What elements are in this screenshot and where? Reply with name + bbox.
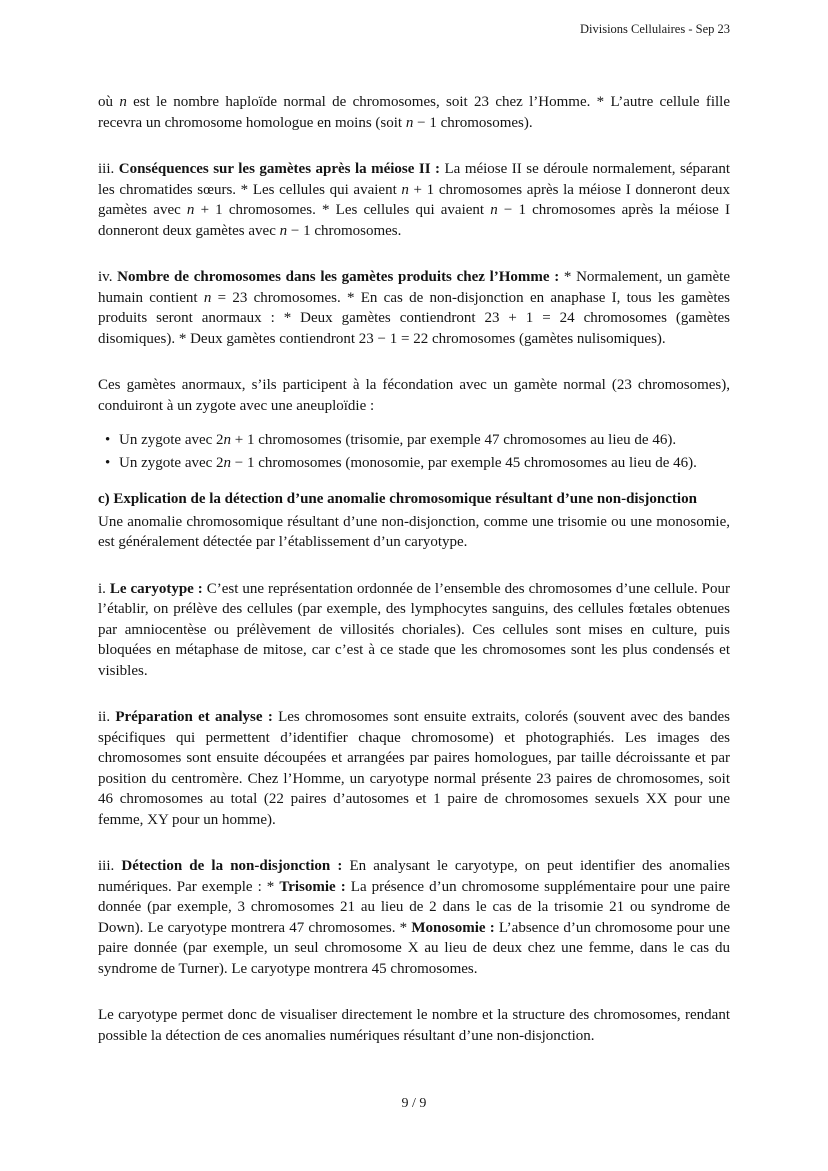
page-header xyxy=(98,22,730,37)
text-run: La présence d’un chromosome supplémentaire pour une paire donnée (par exemple, 3 chromosomes 21 au lieu de 2 dans le cas de la trisomie 21 ou syndrome de Down). Le caryotype montrera 47 chromosomes. * xyxy=(98,878,730,936)
bullet-list xyxy=(98,430,730,473)
text-run: i. xyxy=(98,580,110,597)
header-title: Divisions Cellulaires - Sep 23 xyxy=(580,22,730,36)
text-run: iv. xyxy=(98,269,118,285)
text-run: n xyxy=(186,202,195,218)
text-run: n xyxy=(279,222,288,239)
text-run: n xyxy=(203,289,212,306)
text-run: c) Explication de la détection d’une anomalie chromosomique résultant d’une non-disjonction xyxy=(98,491,697,507)
text-run: n xyxy=(223,432,232,448)
text-run: Préparation et analyse : xyxy=(115,709,273,725)
text-run: iii. xyxy=(98,858,122,874)
text-run: Les chromosomes sont ensuite extraits, colorés (souvent avec des bandes spécifiques qui permettent d’identifier chaque chromosome) et photographiés. Les images des chromosomes sont ensuite découpées et arrangées par paires homologues, par taille décroissante et par position du centromère. Chez l’Homme, un caryotype normal présente 23 paires de chromosomes, soit 46 chromosomes au total (22 paires d’autosomes et 1 paire de chromosomes sexuels XX pour une femme, XY pour un homme). xyxy=(98,709,730,828)
text-run: C’est une représentation ordonnée de l’ensemble des chromosomes d’une cellule. Pour l’établir, on prélève des cellules (par exemple, des lymphocytes sanguins, des cellules fœtales obtenues par amniocentèse ou prélèvement de villosités choriales). Ces cellules sont mises en culture, puis bloquées en métaphase de mitose, car c’est à ce stade que les chromosomes sont les plus condensés et visibles. xyxy=(98,580,731,679)
text-run: − 1 chromosomes (monosomie, par exemple 45 chromosomes au lieu de 46). xyxy=(231,454,697,471)
text-run: − 1 chromosomes après la méiose I donneront deux gamètes avec xyxy=(98,202,730,239)
text-run: Ces gamètes anormaux, s’ils participent à la fécondation avec un gamète normal (23 chromosomes), conduiront à un zygote avec une aneuploïdie : xyxy=(98,377,730,414)
text-run: + 1 chromosomes après la méiose I donneront deux gamètes avec xyxy=(98,181,731,218)
document-body xyxy=(98,92,730,1072)
list-item xyxy=(119,430,730,451)
text-run: Détection de la non-disjonction : xyxy=(121,858,343,874)
paragraph xyxy=(98,579,730,682)
paragraph xyxy=(98,159,730,241)
text-run: Un zygote avec 2 xyxy=(119,432,224,448)
paragraph xyxy=(98,267,730,349)
text-run: = 23 chromosomes. * En cas de non-disjonction en anaphase I, tous les gamètes produits seront anormaux : * Deux gamètes contiendront 23 + 1 = 24 chromosomes (gamètes disomiques). * Deux gamètes contiendront 23 − 1 = 22 chromosomes (gamètes nulisomiques). xyxy=(98,289,730,347)
text-run: * Normalement, un gamète humain contient xyxy=(98,269,730,306)
paragraph xyxy=(98,1005,730,1046)
text-run: − 1 chromosomes. xyxy=(287,222,402,239)
text-run: iii. xyxy=(98,161,119,177)
text-run: Monosomie : xyxy=(411,919,495,936)
text-run: où xyxy=(98,94,120,110)
page-number: 9 / 9 xyxy=(401,1096,427,1111)
paragraph xyxy=(98,92,730,133)
paragraph xyxy=(98,512,730,553)
text-run: + 1 chromosomes (trisomie, par exemple 47 chromosomes au lieu de 46). xyxy=(231,432,677,448)
text-run: n xyxy=(490,202,498,218)
paragraph xyxy=(98,707,730,830)
text-run: Une anomalie chromosomique résultant d’une non-disjonction, comme une trisomie ou une monosomie, est généralement détectée par l’établissement d’un caryotype. xyxy=(98,513,730,550)
text-run: Le caryotype permet donc de visualiser directement le nombre et la structure des chromosomes, rendant possible la détection de ces anomalies numériques résultant d’une non-disjonction. xyxy=(98,1007,730,1044)
text-run: Un zygote avec 2 xyxy=(119,454,224,471)
paragraph xyxy=(98,856,730,979)
text-run: Conséquences sur les gamètes après la méiose II : xyxy=(118,161,441,177)
list-item xyxy=(119,453,730,474)
page-footer xyxy=(0,1096,828,1112)
text-run: ii. xyxy=(98,709,116,725)
text-run: n xyxy=(119,94,127,110)
text-run: n xyxy=(401,181,409,198)
text-run: Le caryotype : xyxy=(109,580,203,597)
paragraph xyxy=(98,375,730,416)
text-run: L’absence d’un chromosome pour une paire donnée (par exemple, un seul chromosome X au lieu de deux chez une femme, dans le cas du syndrome de Turner). Le caryotype montrera 45 chromosomes. xyxy=(98,919,730,977)
text-run: La méiose II se déroule normalement, séparant les chromatides sœurs. * Les cellules qui avaient xyxy=(98,161,730,198)
text-run: En analysant le caryotype, on peut identifier des anomalies numériques. Par exemple : * xyxy=(98,858,730,895)
section-heading xyxy=(98,489,730,510)
text-run: + 1 chromosomes. * Les cellules qui avaient xyxy=(194,202,491,218)
text-run: − 1 chromosomes). xyxy=(413,114,533,131)
text-run: n xyxy=(223,454,232,471)
text-run: est le nombre haploïde normal de chromosomes, soit 23 chez l’Homme. * L’autre cellule fille recevra un chromosome homologue en moins (soit xyxy=(98,94,731,131)
text-run: n xyxy=(405,114,414,131)
text-run: Nombre de chromosomes dans les gamètes produits chez l’Homme : xyxy=(117,269,560,285)
text-run: Trisomie : xyxy=(279,878,346,895)
